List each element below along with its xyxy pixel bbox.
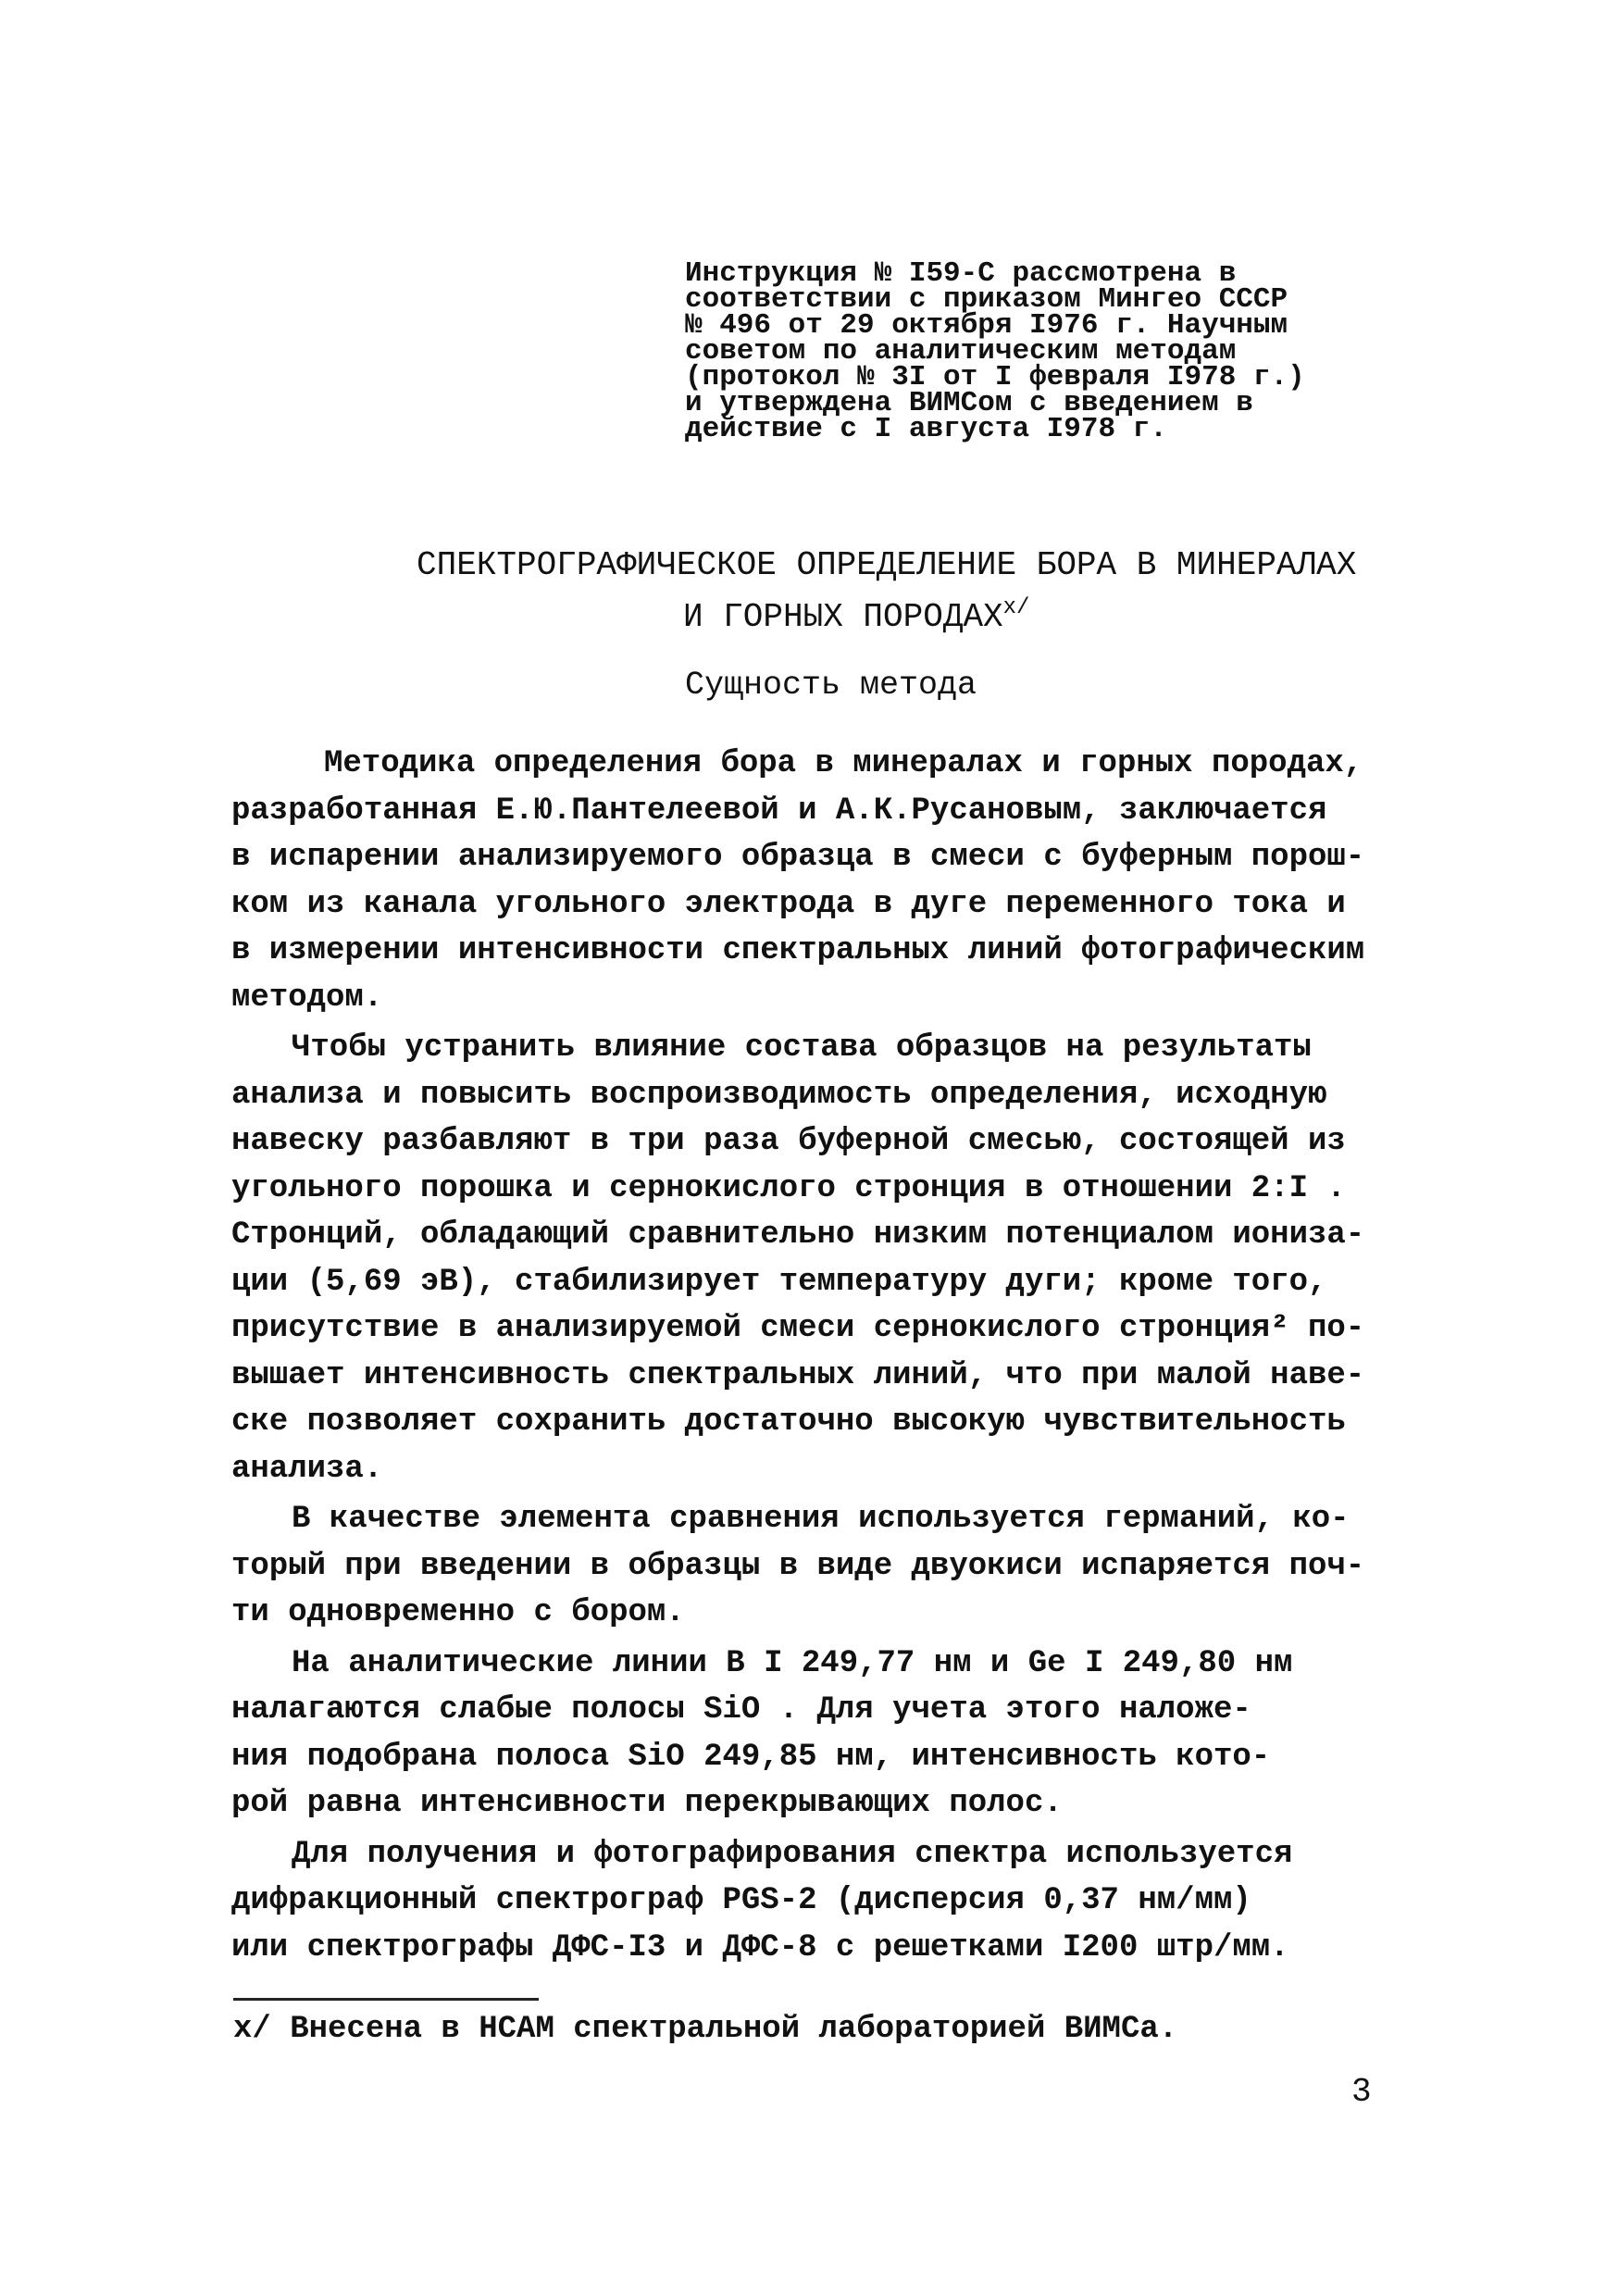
- body-line: рой равна интенсивности перекрывающих полос.: [231, 1786, 1063, 1821]
- body-line: дифракционный спектрограф PGS-2 (дисперсия 0,37 нм/мм): [231, 1883, 1251, 1918]
- footnote-divider: [233, 1998, 539, 2001]
- body-line: разработанная Е.Ю.Пантелеевой и А.К.Русановым, заключается: [231, 792, 1327, 829]
- approval-line: (протокол № 3I от I февраля I978 г.): [685, 361, 1305, 393]
- title-line-2: И ГОРНЫХ ПОРОДАХ: [683, 598, 1003, 636]
- body-line: присутствие в анализируемой смеси сернокислого стронция² по-: [231, 1311, 1365, 1346]
- body-line: ком из канала угольного электрода в дуге переменного тока и: [231, 886, 1346, 922]
- section-heading: Сущность метода: [685, 667, 977, 704]
- page-number: 3: [1351, 2073, 1372, 2111]
- document-title: [417, 544, 1357, 639]
- body-line: методом.: [231, 980, 383, 1016]
- body-line: торый при введении в образцы в виде двуокиси испаряется поч-: [231, 1548, 1365, 1584]
- title-line-2-wrap: [417, 587, 1342, 639]
- body-line: Стронций, обладающий сравнительно низким потенциалом иониза-: [231, 1217, 1365, 1253]
- title-line-1: СПЕКТРОГРАФИЧЕСКОЕ ОПРЕДЕЛЕНИЕ БОРА В МИНЕРАЛАХ: [417, 546, 1357, 584]
- body-line: На аналитические линии В I 249,77 нм и Ge I 249,80 нм: [292, 1645, 1293, 1681]
- body-line: ти одновременно с бором.: [231, 1595, 685, 1630]
- body-line: налагаются слабые полосы SiO . Для учета этого наложе-: [231, 1692, 1251, 1728]
- body-line: Для получения и фотографирования спектра используется: [292, 1836, 1293, 1872]
- footnote: x/ Внесена в НСАМ спектральной лабораторией ВИМСа.: [233, 2012, 1178, 2047]
- body-line: анализа и повысить воспроизводимость определения, исходную: [231, 1077, 1327, 1113]
- approval-line: № 496 от 29 октября I976 г. Научным: [685, 309, 1288, 342]
- body-line: Методика определения бора в минералах и горных породах,: [324, 746, 1363, 781]
- body-text: [231, 741, 1398, 1971]
- approval-line: советом по аналитическим методам: [685, 335, 1237, 368]
- body-line: вышает интенсивность спектральных линий, что при малой наве-: [231, 1357, 1365, 1393]
- approval-note: [685, 257, 1388, 445]
- approval-line: действие с I августа I978 г.: [685, 413, 1167, 445]
- body-line: анализа.: [231, 1451, 383, 1487]
- body-line: в испарении анализируемого образца в смеси с буферным порош-: [231, 840, 1365, 875]
- approval-line: соответствии с приказом Мингео СССР: [685, 283, 1288, 316]
- approval-line: и утверждена ВИМСом с введением в: [685, 387, 1253, 419]
- body-line: навеску разбавляют в три раза буферной смесью, состоящей из: [231, 1124, 1346, 1159]
- approval-line: Инструкция № I59-С рассмотрена в: [685, 257, 1237, 290]
- body-line: ске позволяет сохранить достаточно высокую чувствительность: [231, 1404, 1346, 1440]
- body-line: В качестве элемента сравнения используется германий, ко-: [292, 1502, 1350, 1537]
- body-line: угольного порошка и сернокислого стронция в отношении 2:I .: [231, 1170, 1346, 1206]
- title-footnote-mark: x/: [1002, 595, 1030, 620]
- body-line: в измерении интенсивности спектральных линий фотографическим: [231, 933, 1365, 968]
- body-line: ния подобрана полоса SiO 249,85 нм, интенсивность кото-: [231, 1739, 1271, 1775]
- body-line: или спектрографы ДФС-I3 и ДФС-8 с решетками I200 штр/мм.: [231, 1929, 1289, 1965]
- body-line: Чтобы устранить влияние состава образцов на результаты: [292, 1030, 1312, 1066]
- body-line: ции (5,69 эВ), стабилизирует температуру дуги; кроме того,: [231, 1264, 1327, 1300]
